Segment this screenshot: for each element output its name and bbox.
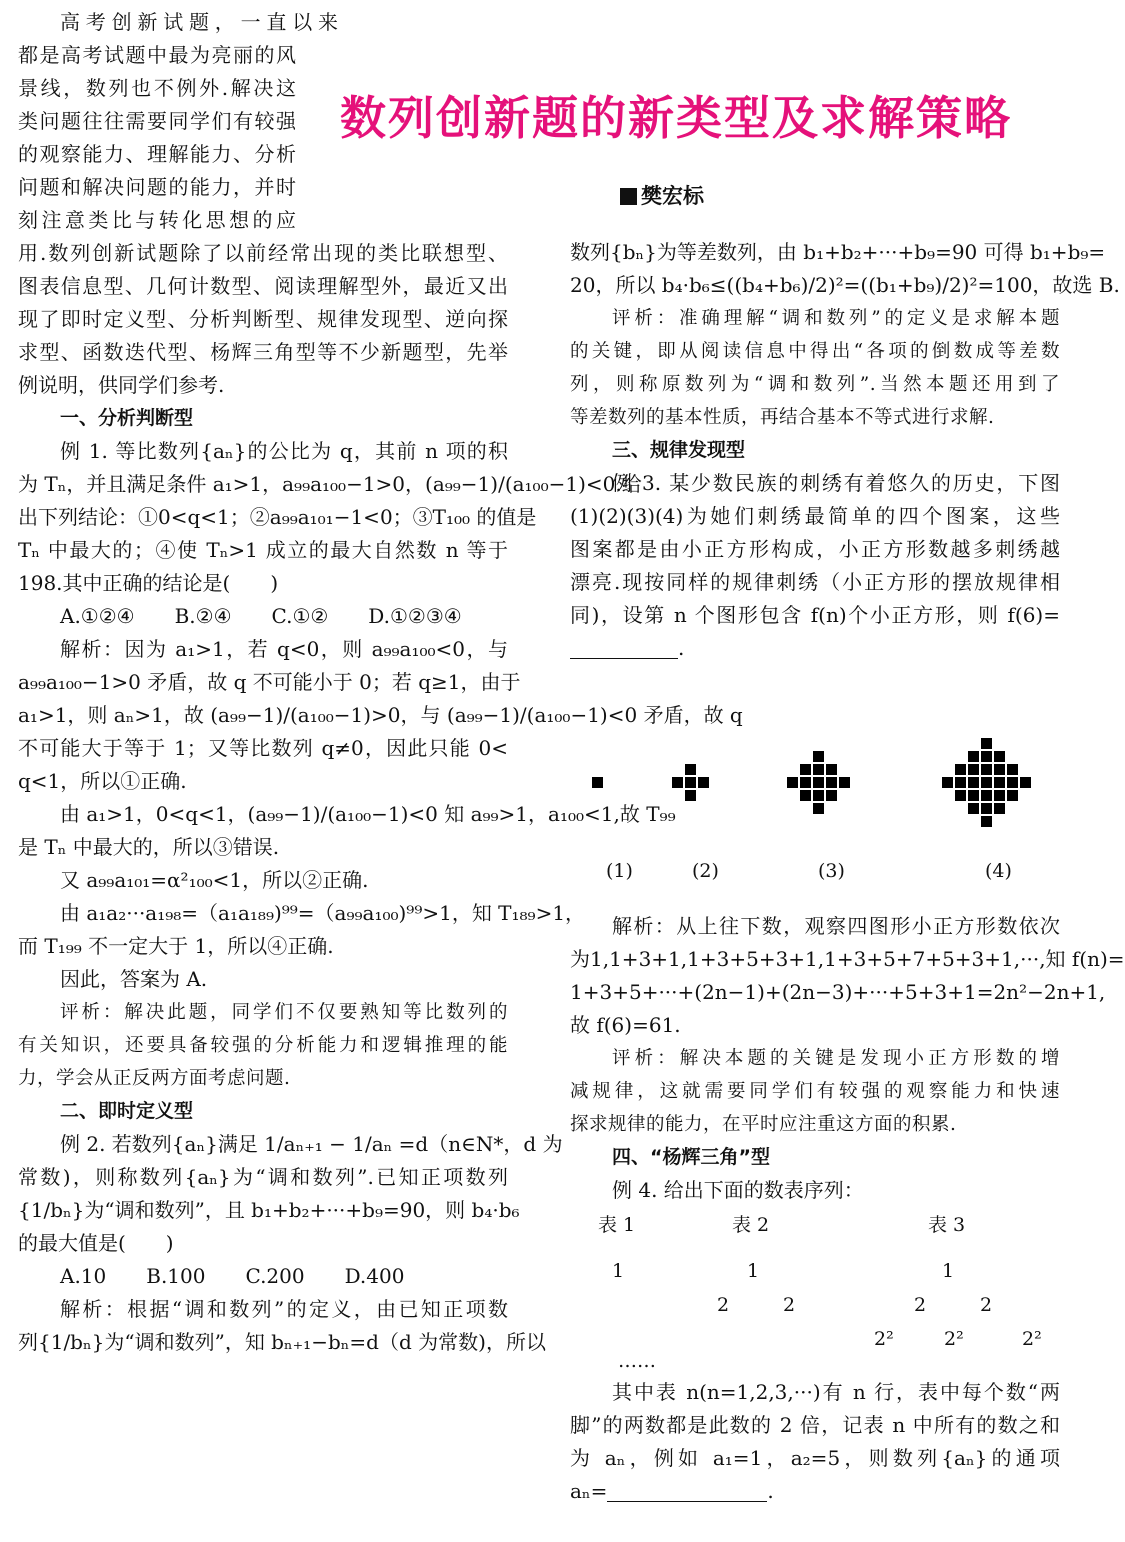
pattern-square <box>968 751 979 762</box>
paragraph-line: 用.数列创新试题除了以前经常出现的类比联想型、 <box>18 241 508 265</box>
figure-caption: (4) <box>985 860 1012 882</box>
paragraph-line: 脚”的两数都是此数的 2 倍，记表 n 中所有的数之和 <box>570 1413 1060 1437</box>
pattern-square <box>968 777 979 788</box>
paragraph-line: (1)(2)(3)(4)为她们刺绣最简单的四个图案，这些 <box>570 504 1060 528</box>
pattern-square <box>994 790 1005 801</box>
period: . <box>678 636 685 660</box>
paragraph-line: 不可能大于等于 1；又等比数列 q≠0，因此只能 0< <box>18 736 508 760</box>
pattern-square <box>942 777 953 788</box>
solution-line: 解析：根据“调和数列”的定义，由已知正项数 <box>60 1297 508 1321</box>
table-header: 表 3 <box>928 1214 966 1236</box>
table-header: 表 2 <box>732 1214 770 1236</box>
section-heading: 四、“杨辉三角”型 <box>612 1146 770 1168</box>
pattern-square <box>955 777 966 788</box>
section-heading: 一、分析判断型 <box>60 407 194 429</box>
pattern-square <box>968 790 979 801</box>
period: . <box>767 1479 774 1503</box>
paragraph-line: 又 a₉₉a₁₀₁=α²₁₀₀<1，所以②正确. <box>60 868 369 892</box>
paragraph-line: 由 a₁>1，0<q<1，(a₉₉−1)/(a₁₀₀−1)<0 知 a₉₉>1，a₁₀₀<1,故 T₉₉ <box>60 802 676 826</box>
table-cell: 2 <box>783 1294 796 1316</box>
pattern-square <box>968 803 979 814</box>
pattern-square <box>685 764 696 775</box>
figure-caption: (1) <box>606 860 633 882</box>
paragraph-line: 为 Tₙ，并且满足条件 a₁>1，a₉₉a₁₀₀−1>0，(a₉₉−1)/(a₁₀₀−1)<0.给 <box>18 472 642 496</box>
example-line: 例 4. 给出下面的数表序列： <box>612 1178 864 1202</box>
section-heading: 三、规律发现型 <box>612 439 746 461</box>
comment-line: 评析：解决本题的关键是发现小正方形数的增 <box>612 1048 1060 1069</box>
pattern-square <box>994 803 1005 814</box>
right-column-mid <box>570 910 1125 1207</box>
paragraph-line: 其中表 n(n=1,2,3,···)有 n 行，表中每个数“两 <box>612 1380 1060 1404</box>
table-cell: 2² <box>874 1328 894 1350</box>
pattern-square <box>968 764 979 775</box>
formula-label: aₙ= <box>570 1479 608 1503</box>
right-column-bottom <box>570 1376 1060 1508</box>
paragraph-line: 由 a₁a₂···a₁₉₈=（a₁a₁₈₉)⁹⁹=（a₉₉a₁₀₀)⁹⁹>1，知 T₁₈₉>1， <box>60 901 586 925</box>
paragraph-line: 198.其中正确的结论是( ) <box>18 571 279 595</box>
pattern-square <box>994 751 1005 762</box>
pattern-square <box>813 764 824 775</box>
paragraph-line: 出下列结论：①0<q<1；②a₉₉a₁₀₁−1<0；③T₁₀₀ 的值是 <box>18 505 537 529</box>
comment-line: 有关知识，还要具备较强的分析能力和逻辑推理的能 <box>18 1035 508 1056</box>
paragraph-line: 现了即时定义型、分析判断型、规律发现型、逆向探 <box>18 307 508 331</box>
comment-line: 力，学会从正反两方面考虑问题. <box>18 1068 291 1089</box>
number-tables <box>570 1210 1070 1380</box>
paragraph-line: 的最大值是( ) <box>18 1231 174 1255</box>
paragraph-line: q<1，所以①正确. <box>18 769 187 793</box>
pattern-square <box>1007 764 1018 775</box>
answer-blank <box>607 1479 767 1502</box>
figure-caption: (2) <box>692 860 719 882</box>
comment-line: 减规律，这就需要同学们有较强的观察能力和快速 <box>570 1081 1060 1102</box>
paragraph-line: 例说明，供同学们参考. <box>18 373 225 397</box>
table-cell: 2 <box>980 1294 993 1316</box>
paragraph-line: 同)，设第 n 个图形包含 f(n)个小正方形，则 f(6)= <box>570 603 1060 627</box>
answer-blank <box>570 636 678 659</box>
pattern-square <box>800 777 811 788</box>
comment-line: 评析：解决此题，同学们不仅要熟知等比数列的 <box>60 1002 508 1023</box>
paragraph-line: 而 T₁₉₉ 不一定大于 1，所以④正确. <box>18 934 334 958</box>
comment-line: 列，则称原数列为“调和数列”.当然本题还用到了 <box>570 374 1060 395</box>
pattern-square <box>981 803 992 814</box>
pattern-square <box>981 816 992 827</box>
pattern-square <box>813 790 824 801</box>
pattern-square <box>1007 777 1018 788</box>
paragraph-line: 是 Tₙ 中最大的，所以③错误. <box>18 835 280 859</box>
paragraph-line: a₁>1，则 aₙ>1，故 (a₉₉−1)/(a₁₀₀−1)>0，与 (a₉₉−1)/(a₁₀₀−1)<0 矛盾，故 q <box>18 703 743 727</box>
paragraph-line: a₉₉a₁₀₀−1>0 矛盾，故 q 不可能小于 0；若 q≥1，由于 <box>18 670 521 694</box>
pattern-square <box>813 803 824 814</box>
pattern-square <box>981 738 992 749</box>
paragraph-line: 为1,1+3+1,1+3+5+3+1,1+3+5+7+5+3+1,···,知 f(n)= <box>570 947 1125 971</box>
table-ellipsis: …… <box>618 1350 656 1372</box>
paragraph-line: 漂亮.现按同样的规律刺绣（小正方形的摆放规律相 <box>570 570 1060 594</box>
paragraph-line: 列{1/bₙ}为“调和数列”，知 bₙ₊₁−bₙ=d（d 为常数)，所以 <box>18 1330 546 1354</box>
paragraph-line: 1+3+5+···+(2n−1)+(2n−3)+···+5+3+1=2n²−2n+1, <box>570 980 1106 1004</box>
pattern-square <box>994 764 1005 775</box>
paragraph-line: 刻注意类比与转化思想的应 <box>18 208 296 232</box>
paragraph-line: 图表信息型、几何计数型、阅读理解型外，最近又出 <box>18 274 508 298</box>
pattern-square <box>981 777 992 788</box>
pattern-square <box>800 790 811 801</box>
article-title: 数列创新题的新类型及求解策略 <box>340 91 1012 145</box>
pattern-square <box>839 777 850 788</box>
solution-line: 解析：因为 a₁>1，若 q<0，则 a₉₉a₁₀₀<0，与 <box>60 637 508 661</box>
paragraph-line: 求型、函数迭代型、杨辉三角型等不少新题型，先举 <box>18 340 508 364</box>
table-header: 表 1 <box>598 1214 636 1236</box>
pattern-square <box>787 777 798 788</box>
paragraph-line: 因此，答案为 A. <box>60 967 208 991</box>
paragraph-line: 为 aₙ，例如 a₁=1，a₂=5，则数列{aₙ}的通项 <box>570 1446 1060 1470</box>
table-cell: 2² <box>944 1328 964 1350</box>
paragraph-line: 景线，数列也不例外.解决这 <box>18 76 296 100</box>
square-bullet-icon <box>620 188 637 205</box>
pattern-square <box>813 751 824 762</box>
paragraph-line: 都是高考试题中最为亮丽的风 <box>18 43 296 67</box>
table-cell: 1 <box>747 1260 760 1282</box>
answer-options: A.10 B.100 C.200 D.400 <box>60 1264 405 1288</box>
paragraph-line: 20，所以 b₄·b₆≤((b₄+b₆)/2)²=((b₁+b₉)/2)²=100，故选 B. <box>570 273 1120 297</box>
pattern-square <box>994 777 1005 788</box>
table-cell: 2 <box>717 1294 730 1316</box>
pattern-square <box>685 790 696 801</box>
section-heading: 二、即时定义型 <box>60 1100 194 1122</box>
pattern-square <box>1007 790 1018 801</box>
example-line: 例 2. 若数列{aₙ}满足 1/aₙ₊₁ − 1/aₙ =d（n∈N*，d 为 <box>60 1132 563 1156</box>
comment-line: 的关键，即从阅读信息中得出“各项的倒数成等差数 <box>570 341 1060 362</box>
pattern-square <box>698 777 709 788</box>
table-cell: 2² <box>1022 1328 1042 1350</box>
pattern-square <box>981 790 992 801</box>
comment-line: 等差数列的基本性质，再结合基本不等式进行求解. <box>570 407 995 428</box>
pattern-square <box>813 777 824 788</box>
paragraph-line: 问题和解决问题的能力，并时 <box>18 175 296 199</box>
pattern-square <box>1020 777 1031 788</box>
paragraph-line: {1/bₙ}为“调和数列”，且 b₁+b₂+···+b₉=90，则 b₄·b₆ <box>18 1198 520 1222</box>
right-column <box>570 236 1120 665</box>
example-line: 例 1. 等比数列{aₙ}的公比为 q，其前 n 项的积 <box>60 439 508 463</box>
answer-blank-line <box>570 632 1060 665</box>
pattern-square <box>826 790 837 801</box>
author-line <box>620 180 704 210</box>
pattern-square <box>826 777 837 788</box>
embroidery-figure <box>570 700 1070 900</box>
paragraph-line: 类问题往往需要同学们有较强 <box>18 109 296 133</box>
answer-blank-line <box>570 1475 1060 1508</box>
figure-caption: (3) <box>818 860 845 882</box>
pattern-square <box>672 777 683 788</box>
answer-options: A.①②④ B.②④ C.①② D.①②③④ <box>60 604 462 628</box>
solution-line: 解析：从上往下数，观察四图形小正方形数依次 <box>612 914 1060 938</box>
table-cell: 2 <box>914 1294 927 1316</box>
pattern-square <box>592 777 603 788</box>
comment-line: 探求规律的能力，在平时应注重这方面的积累. <box>570 1114 957 1135</box>
pattern-square <box>981 751 992 762</box>
pattern-square <box>800 764 811 775</box>
paragraph-line: 的观察能力、理解能力、分析 <box>18 142 296 166</box>
pattern-square <box>955 764 966 775</box>
comment-line: 评析：准确理解“调和数列”的定义是求解本题 <box>612 308 1060 329</box>
paragraph-line: 常数)，则称数列{aₙ}为“调和数列”.已知正项数列 <box>18 1165 508 1189</box>
table-cell: 1 <box>942 1260 955 1282</box>
paragraph-line: 数列{bₙ}为等差数列，由 b₁+b₂+···+b₉=90 可得 b₁+b₉= <box>570 240 1106 264</box>
pattern-square <box>826 764 837 775</box>
paragraph-line: 高考创新试题，一直以来 <box>60 10 338 34</box>
pattern-square <box>981 764 992 775</box>
author-name: 樊宏标 <box>641 184 704 208</box>
paragraph-line: Tₙ 中最大的；④使 Tₙ>1 成立的最大自然数 n 等于 <box>18 538 508 562</box>
example-line: 例 3. 某少数民族的刺绣有着悠久的历史，下图 <box>612 471 1060 495</box>
paragraph-line: 故 f(6)=61. <box>570 1013 681 1037</box>
paragraph-line: 图案都是由小正方形构成，小正方形数越多刺绣越 <box>570 537 1060 561</box>
pattern-square <box>685 777 696 788</box>
table-cell: 1 <box>612 1260 625 1282</box>
pattern-square <box>955 790 966 801</box>
